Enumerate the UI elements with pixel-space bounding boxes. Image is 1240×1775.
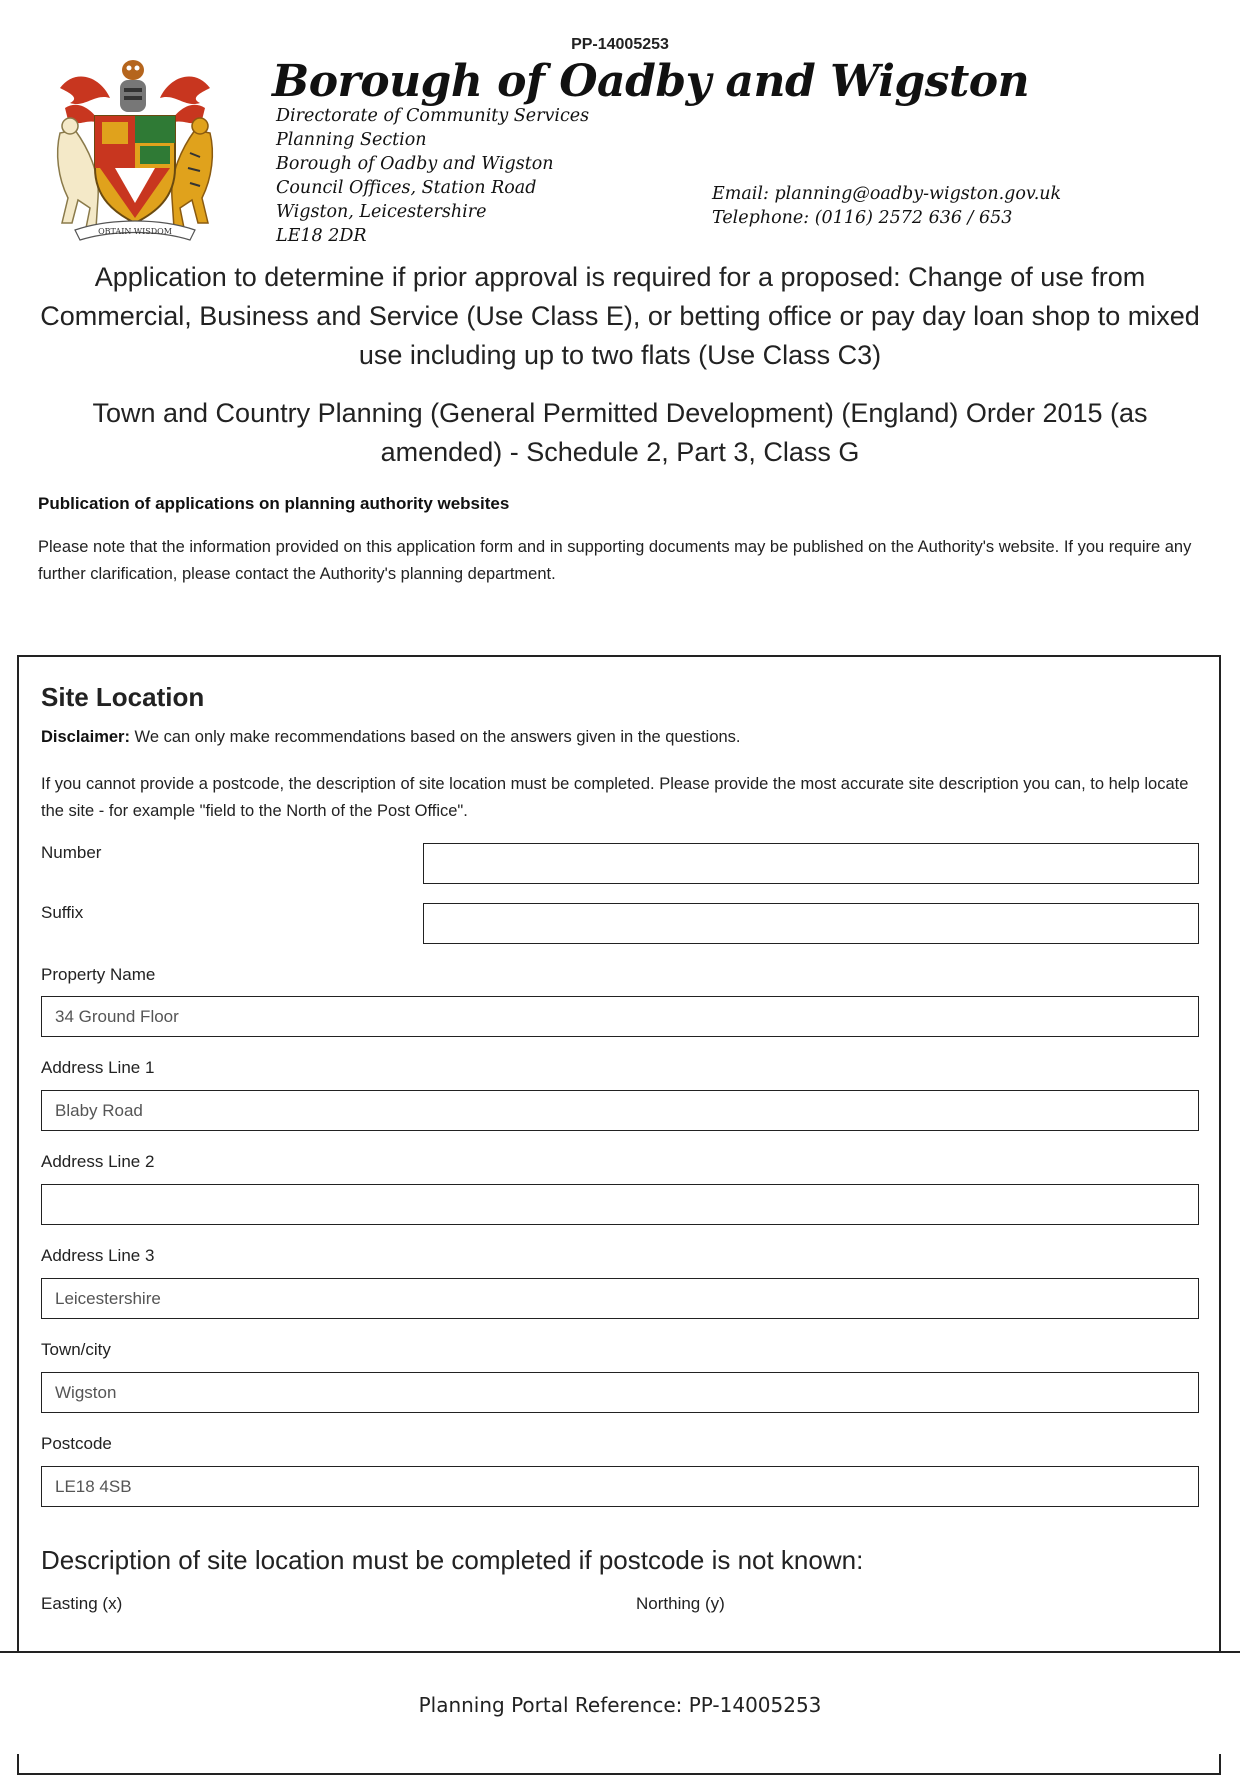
- address-line: Borough of Oadby and Wigston: [276, 154, 554, 174]
- address-line-1-input[interactable]: [41, 1090, 1199, 1131]
- publication-heading: Publication of applications on planning authority websites: [38, 494, 510, 513]
- address-line: Wigston, Leicestershire: [276, 202, 487, 222]
- address-line: Planning Section: [276, 130, 427, 150]
- telephone-value: (0116) 2572 636 / 653: [814, 208, 1013, 228]
- email-link[interactable]: planning@oadby-wigston.gov.uk: [774, 184, 1062, 204]
- council-name: Borough of Oadby and Wigston: [272, 56, 1030, 107]
- telephone-row: [712, 206, 1061, 230]
- postcode-input[interactable]: [41, 1466, 1199, 1507]
- suffix-label: Suffix: [41, 903, 84, 922]
- council-address: [276, 104, 589, 248]
- town-city-input[interactable]: [41, 1372, 1199, 1413]
- disclaimer: [41, 728, 741, 747]
- suffix-input[interactable]: [423, 903, 1199, 944]
- council-crest-logo: [40, 58, 230, 248]
- property-name-input[interactable]: [41, 996, 1199, 1037]
- disclaimer-text: We can only make recommendations based on the answers given in the questions.: [129, 728, 741, 746]
- number-label: Number: [41, 843, 102, 862]
- postcode-note: If you cannot provide a postcode, the description of site location must be completed. Please provide the most accurate site description you can, to help locate the site - for example "field to the North of the Post Office".: [41, 775, 1189, 820]
- email-row: [712, 182, 1061, 206]
- address-line-3-input[interactable]: [41, 1278, 1199, 1319]
- site-location-title: Site Location: [41, 682, 205, 712]
- address-line: LE18 2DR: [276, 226, 367, 246]
- email-label: Email:: [712, 184, 769, 204]
- property-name-label: Property Name: [41, 965, 156, 984]
- easting-label: Easting (x): [41, 1594, 123, 1613]
- town-city-label: Town/city: [41, 1340, 111, 1359]
- legislation-reference: Town and Country Planning (General Permitted Development) (England) Order 2015 (as amended) - Schedule 2, Part 3, Class G: [92, 398, 1148, 467]
- address-line-2-input[interactable]: [41, 1184, 1199, 1225]
- description-heading: Description of site location must be completed if postcode is not known:: [41, 1545, 864, 1575]
- publication-text: Please note that the information provided on this application form and in supporting documents may be published on the Authority's website. If you require any further clarification, please contact the Authority's planning department.: [38, 538, 1192, 583]
- postcode-label: Postcode: [41, 1434, 112, 1453]
- crest-motto: OBTAIN WISDOM: [98, 227, 172, 236]
- northing-label: Northing (y): [636, 1594, 725, 1613]
- address-line-1-label: Address Line 1: [41, 1058, 155, 1077]
- disclaimer-label: Disclaimer:: [41, 728, 130, 746]
- number-input[interactable]: [423, 843, 1199, 884]
- application-title: Application to determine if prior approval is required for a proposed: Change of use from Commercial, Business and Service (Use Class E), or betting office or pay day loan shop to mixed use including up to two flats (Use Class C3): [40, 262, 1200, 370]
- address-line-3-label: Address Line 3: [41, 1246, 155, 1265]
- footer-divider: [0, 1651, 1240, 1653]
- address-line-2-label: Address Line 2: [41, 1152, 155, 1171]
- footer-reference: Planning Portal Reference: PP-14005253: [418, 1693, 822, 1717]
- contact-details: [712, 182, 1061, 230]
- address-line: Council Offices, Station Road: [276, 178, 537, 198]
- address-line: Directorate of Community Services: [276, 106, 590, 126]
- reference-number: PP-14005253: [571, 36, 669, 53]
- telephone-label: Telephone:: [712, 208, 810, 228]
